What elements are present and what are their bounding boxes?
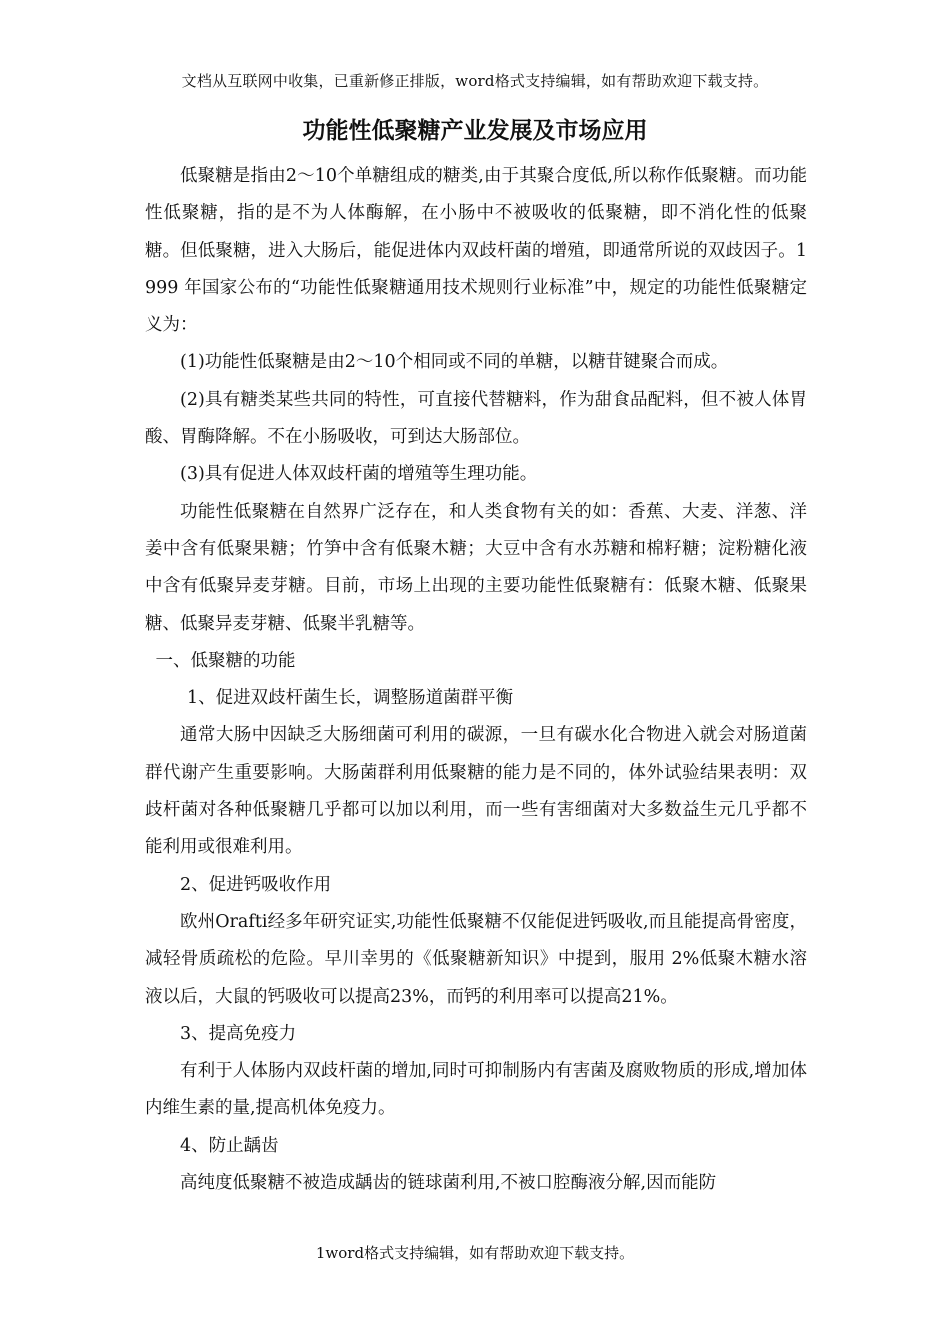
paragraph-intro: 低聚糖是指由2～10个单糖组成的糖类,由于其聚合度低,所以称作低聚糖。而功能性低聚糖，指的是不为人体酶解，在小肠中不被吸收的低聚糖，即不消化性的低聚糖。但低聚糖，进入大肠后，能促进体内双歧杆菌的增殖，即通常所说的双歧因子。1999 年国家公布的“功能性低聚糖通用技术规则行业标准”中，规定的功能性低聚糖定义为：: [145, 166, 807, 336]
page-footer: 1word格式支持编辑，如有帮助欢迎下载支持。: [315, 1244, 635, 1262]
paragraph-natural-sources: 功能性低聚糖在自然界广泛存在，和人类食物有关的如：香蕉、大麦、洋葱、洋姜中含有低聚果糖；竹笋中含有低聚木糖；大豆中含有水苏糖和棉籽糖；淀粉糖化液中含有低聚异麦芽糖。目前，市场上出现的主要功能性低聚糖有：低聚木糖、低聚果糖、低聚异麦芽糖、低聚半乳糖等。: [145, 501, 807, 634]
subheading-1: 1、促进双歧杆菌生长，调整肠道菌群平衡: [187, 688, 514, 709]
subheading-4: 4、防止龋齿: [180, 1135, 279, 1156]
paragraph-subsection-3: 有利于人体肠内双歧杆菌的增加,同时可抑制肠内有害菌及腐败物质的形成,增加体内维生素的量,提高机体免疫力。: [145, 1061, 807, 1119]
document-title: 功能性低聚糖产业发展及市场应用: [302, 118, 648, 144]
section-heading-functions: 一、低聚糖的功能: [155, 650, 296, 671]
definition-item-1: (1)功能性低聚糖是由2～10个相同或不同的单糖，以糖苷键聚合而成。: [180, 352, 729, 373]
paragraph-subsection-1: 通常大肠中因缺乏大肠细菌可利用的碳源，一旦有碳水化合物进入就会对肠道菌群代谢产生重要影响。大肠菌群利用低聚糖的能力是不同的，体外试验结果表明：双歧杆菌对各种低聚糖几乎都可以加以利用，而一些有害细菌对大多数益生元几乎都不能利用或很难利用。: [145, 725, 807, 858]
document-body: [145, 158, 807, 1202]
definition-item-3: (3)具有促进人体双歧杆菌的增殖等生理功能。: [180, 464, 538, 485]
paragraph-subsection-4: 高纯度低聚糖不被造成龋齿的链球菌利用,不被口腔酶液分解,因而能防: [180, 1173, 717, 1194]
subheading-3: 3、提高免疫力: [180, 1023, 297, 1044]
page-header: 文档从互联网中收集，已重新修正排版，word格式支持编辑，如有帮助欢迎下载支持。: [181, 72, 769, 90]
definition-item-2: (2)具有糖类某些共同的特性，可直接代替糖料，作为甜食品配料，但不被人体胃酸、胃酶降解。不在小肠吸收，可到达大肠部位。: [145, 389, 807, 448]
paragraph-subsection-2: 欧州Orafti经多年研究证实,功能性低聚糖不仅能促进钙吸收,而且能提高骨密度，减轻骨质疏松的危险。早川幸男的《低聚糖新知识》中提到，服用 2%低聚木糖水溶液以后，大鼠的钙吸收可以提高23%，而钙的利用率可以提高21%。: [145, 911, 807, 1007]
subheading-2: 2、促进钙吸收作用: [180, 874, 332, 895]
